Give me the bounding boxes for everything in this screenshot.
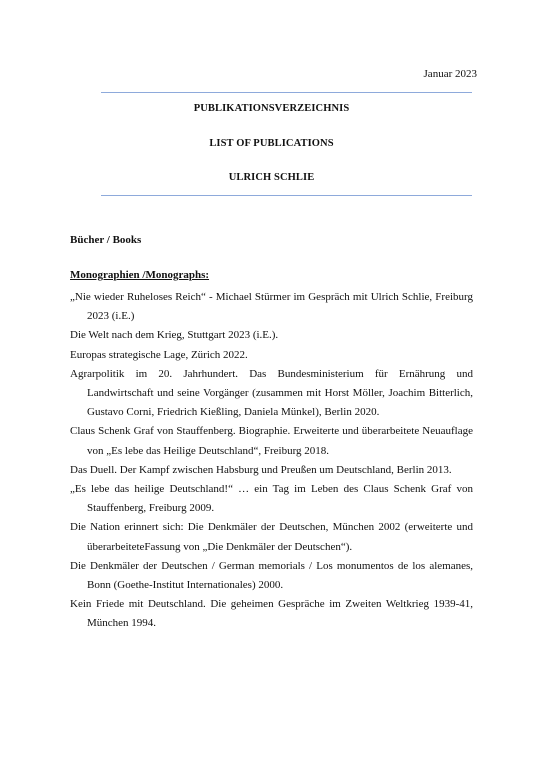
section-heading-books: Bücher / Books	[70, 234, 142, 246]
list-item: Kein Friede mit Deutschland. Die geheimen Gespräche im Zweiten Weltkrieg 1939-41, München 1994.	[70, 598, 473, 630]
top-divider	[101, 92, 472, 93]
list-item: „Nie wieder Ruheloses Reich“ - Michael Stürmer im Gespräch mit Ulrich Schlie, Freiburg 2023 (i.E.)	[70, 291, 473, 323]
publication-list	[70, 288, 473, 634]
title-german: PUBLIKATIONSVERZEICHNIS	[193, 103, 350, 114]
list-item: Das Duell. Der Kampf zwischen Habsburg und Preußen um Deutschland, Berlin 2013.	[70, 463, 452, 476]
document-date: Januar 2023	[423, 68, 477, 80]
list-item: Die Nation erinnert sich: Die Denkmäler der Deutschen, München 2002 (erweiterte und überarbeiteteFassung von „Die Denkmäler der Deutschen“).	[70, 521, 473, 553]
list-item: „Es lebe das heilige Deutschland!“ … ein Tag im Leben des Claus Schenk Graf von Stauffenberg, Freiburg 2009.	[70, 483, 473, 515]
list-item: Claus Schenk Graf von Stauffenberg. Biographie. Erweiterte und überarbeitete Neuauflage von „Es lebe das Heilige Deutschland“, Freiburg 2018.	[70, 425, 473, 457]
list-item: Europas strategische Lage, Zürich 2022.	[70, 348, 248, 361]
list-item: Agrarpolitik im 20. Jahrhundert. Das Bundesministerium für Ernährung und Landwirtschaft und seine Vorgänger (zusammen mit Horst Möller, Joachim Bitterlich, Gustavo Corni, Friedrich Kießling, Daniela Münkel), Berlin 2020.	[70, 367, 473, 419]
subsection-heading-monographs: Monographien /Monographs:	[70, 269, 210, 281]
list-item: Die Welt nach dem Krieg, Stuttgart 2023 (i.E.).	[70, 329, 279, 342]
title-english: LIST OF PUBLICATIONS	[209, 138, 334, 149]
author-name: ULRICH SCHLIE	[228, 172, 315, 183]
bottom-divider	[101, 195, 472, 196]
list-item: Die Denkmäler der Deutschen / German memorials / Los monumentos de los alemanes, Bonn (Goethe-Institut Internationales) 2000.	[70, 559, 473, 592]
